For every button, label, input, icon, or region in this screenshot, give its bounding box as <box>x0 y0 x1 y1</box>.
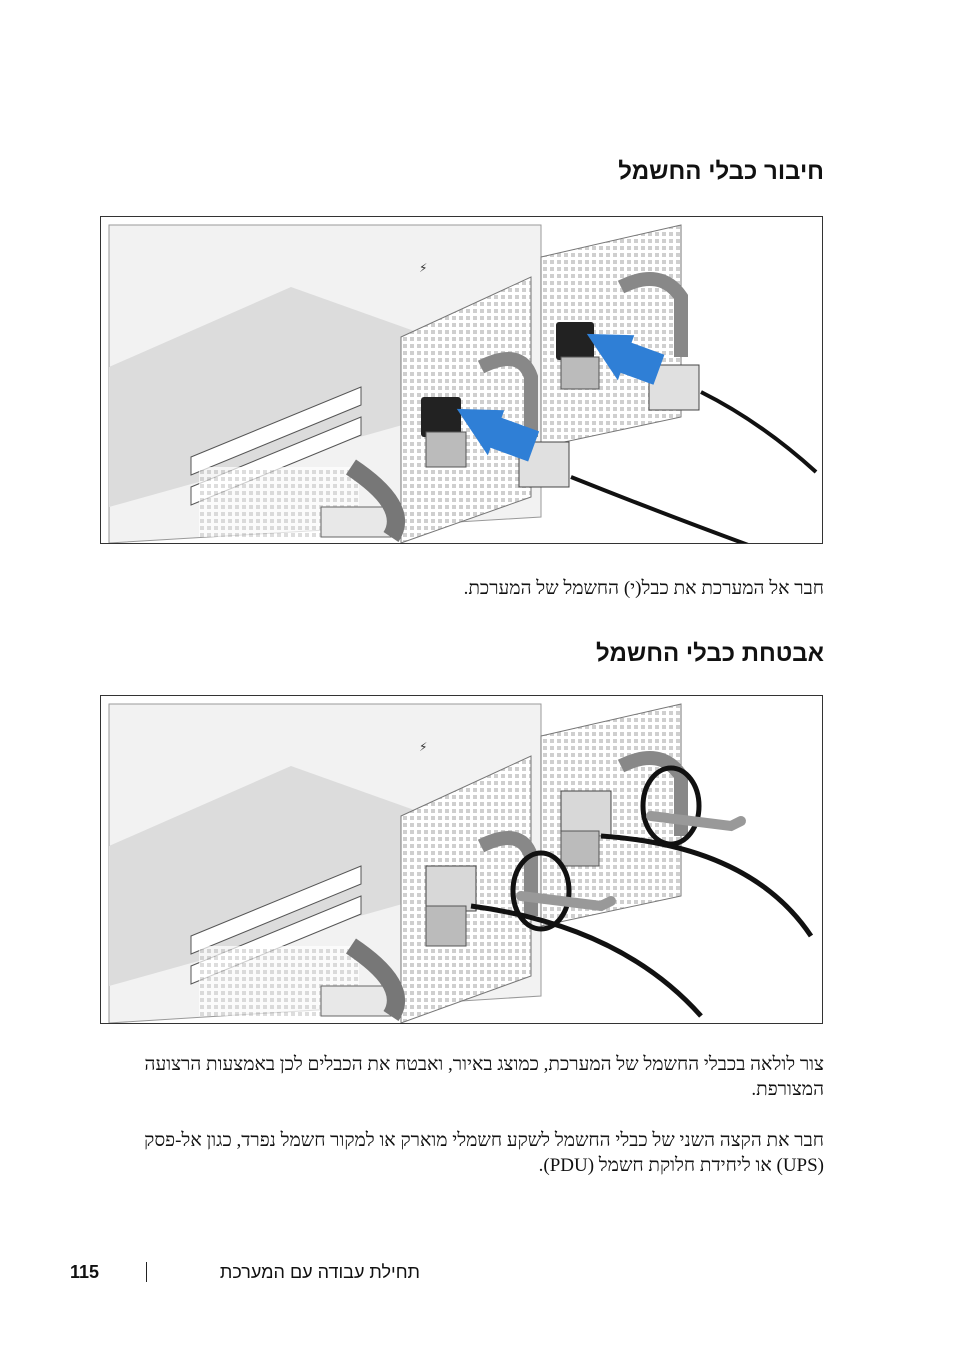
section-heading-connecting-power: חיבור כבלי החשמל <box>618 158 824 185</box>
page-number: 115 <box>70 1262 100 1282</box>
paragraph-connect-outlet: חבר את הקצה השני של כבלי החשמל לשקע חשמלי מוארק או למקור חשמל נפרד, כגון אל-פסק (UPS) או ליחידת חלוקת חשמל (PDU). <box>144 1130 824 1176</box>
section-heading-securing-power: אבטחת כבלי החשמל <box>596 640 824 667</box>
svg-text:⚡: ⚡ <box>419 740 428 754</box>
footer-divider <box>146 1262 147 1282</box>
caption-connecting-power: חבר אל המערכת את כבל(י) החשמל של המערכת. <box>463 578 824 599</box>
footer-chapter-title: תחילת עבודה עם המערכת <box>219 1262 420 1282</box>
figure-connecting-power-cables <box>100 216 823 544</box>
svg-text:⚡: ⚡ <box>419 261 428 275</box>
paragraph-loop-cables: צור לולאה בכבלי החשמל של המערכת, כמוצג באיור, ואבטח את הכבלים לכן באמצעות הרצועה המצורפת. <box>144 1054 824 1100</box>
figure-securing-power-cables <box>100 695 823 1024</box>
